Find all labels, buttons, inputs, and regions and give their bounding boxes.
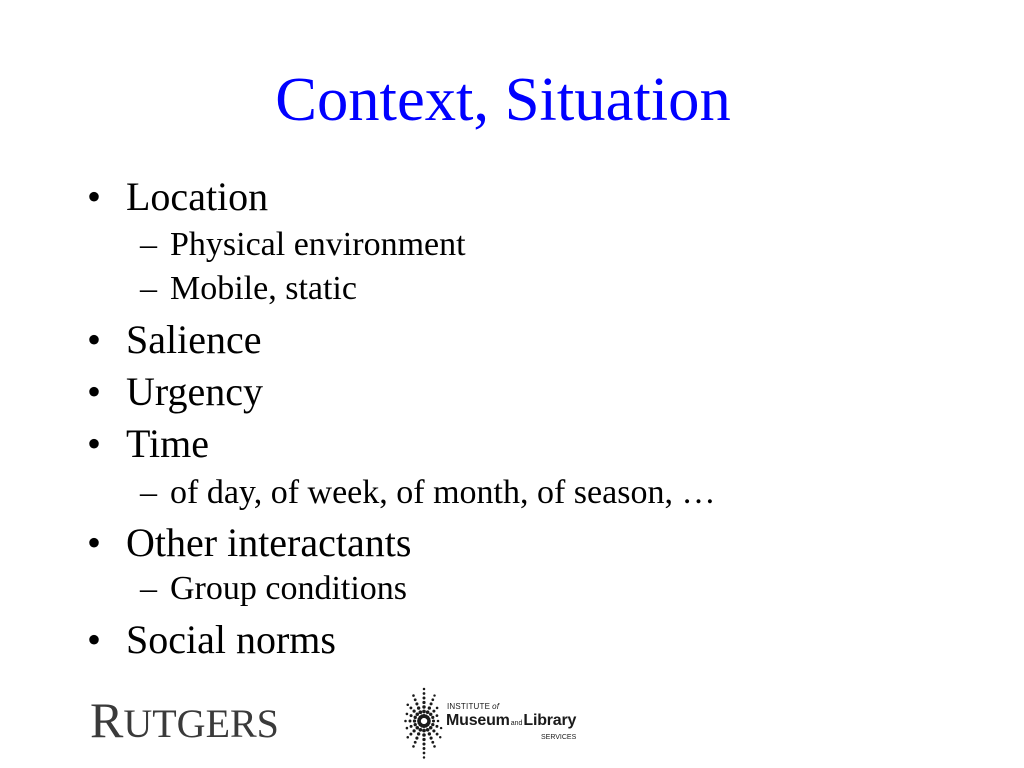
starburst-dot: [414, 741, 417, 744]
rutgers-logo-rest: UTGERS: [123, 701, 279, 746]
bullet-text: Location: [126, 174, 269, 219]
bullet-text: Urgency: [126, 369, 263, 414]
starburst-dot: [406, 736, 409, 739]
starburst-dot: [414, 698, 417, 701]
sub-bullet-marker: –: [140, 270, 157, 307]
sub-bullet-text: Mobile, static: [170, 270, 357, 307]
rutgers-logo: [90, 692, 279, 748]
starburst-dot: [409, 720, 412, 723]
starburst-dot: [433, 694, 435, 696]
bullet-item-location: [87, 174, 269, 219]
starburst-dot: [423, 756, 425, 758]
sub-bullet-text: Group conditions: [170, 570, 408, 607]
starburst-dot: [428, 706, 431, 709]
starburst-dot: [406, 727, 409, 730]
starburst-dot: [409, 706, 412, 709]
starburst-dot: [419, 710, 423, 714]
starburst-dot: [432, 729, 435, 732]
starburst-dot: [423, 747, 426, 750]
starburst-dot: [430, 702, 433, 705]
starburst-dot: [428, 732, 431, 735]
starburst-dot: [432, 719, 435, 722]
imls-museum-text: Museum: [446, 712, 510, 729]
starburst-dot: [412, 745, 415, 748]
imls-logo: [400, 683, 590, 763]
starburst-dot: [417, 706, 420, 709]
bullet-text: Other interactants: [126, 520, 412, 565]
sub-bullet-marker: –: [140, 570, 157, 607]
slide-title: Context, Situation: [275, 64, 731, 134]
imls-institute-line: [447, 703, 499, 711]
starburst-dot: [432, 710, 435, 713]
starburst-dot: [429, 713, 432, 716]
starburst-dot: [436, 733, 439, 736]
starburst-dot: [406, 713, 409, 716]
starburst-dot: [439, 736, 441, 738]
starburst-dot: [433, 745, 436, 748]
starburst-dot: [413, 729, 416, 732]
starburst-dot: [426, 728, 430, 732]
starburst-dot: [422, 705, 425, 708]
bullet-marker: •: [87, 174, 102, 219]
starburst-dot: [413, 719, 416, 722]
starburst-dot: [431, 698, 434, 701]
starburst-dot: [410, 714, 413, 717]
starburst-dot: [431, 716, 434, 719]
starburst-dot: [431, 723, 434, 726]
bullet-item-urgency: [87, 369, 263, 414]
starburst-dot: [404, 720, 407, 723]
starburst-icon: [400, 683, 444, 762]
bullet-text: Social norms: [126, 617, 336, 662]
imls-and-text: and: [510, 720, 523, 727]
starburst-dot: [416, 713, 420, 717]
starburst-dot: [435, 725, 438, 728]
starburst-dot: [414, 723, 417, 726]
sub-bullet-text: Physical environment: [170, 226, 466, 263]
starburst-dot: [415, 702, 418, 705]
starburst-dot: [414, 716, 417, 719]
bullet-marker: •: [87, 520, 102, 565]
imls-services-text: SERVICES: [541, 734, 577, 741]
sub-bullet-text: of day, of week, of month, of season, …: [170, 474, 716, 511]
sub-bullet-item-time-periods: [140, 476, 715, 510]
starburst-dot: [422, 729, 426, 733]
bullet-marker: •: [87, 421, 102, 466]
starburst-dot: [406, 703, 409, 706]
starburst-dot: [422, 710, 426, 714]
starburst-dot: [412, 694, 415, 697]
starburst-dot: [429, 726, 432, 729]
starburst-dot: [423, 697, 426, 700]
bullet-marker: •: [87, 617, 102, 662]
bullet-marker: •: [87, 369, 102, 414]
bullet-text: Time: [126, 421, 210, 466]
sub-bullet-item-mobile-static: [140, 272, 357, 306]
imls-of-text: of: [492, 702, 500, 711]
starburst-dot: [422, 738, 425, 741]
starburst-dot: [427, 717, 431, 721]
starburst-dot: [422, 733, 426, 737]
starburst-dot: [409, 733, 412, 736]
starburst-dot: [423, 752, 426, 755]
starburst-dot: [410, 725, 413, 728]
starburst-dot: [431, 741, 434, 744]
bullet-item-salience: [87, 317, 262, 362]
starburst-dot: [430, 737, 433, 740]
bullet-item-time: [87, 421, 210, 466]
starburst-dot: [437, 720, 440, 723]
starburst-dot: [419, 728, 423, 732]
starburst-dot: [415, 737, 418, 740]
starburst-dot: [413, 710, 416, 713]
starburst-dot: [426, 710, 430, 714]
starburst-dot: [416, 726, 420, 730]
starburst-dot: [422, 701, 425, 704]
imls-library-text: Library: [523, 712, 577, 729]
starburst-dot: [436, 714, 439, 717]
bullet-item-other-interactants: [87, 520, 412, 565]
sub-bullet-marker: –: [140, 474, 157, 511]
starburst-dot: [422, 742, 425, 745]
imls-name-line: [446, 713, 576, 729]
bullet-text: Salience: [126, 317, 262, 362]
imls-institute-text: INSTITUTE: [447, 702, 491, 711]
sub-bullet-item-group-conditions: [140, 572, 407, 606]
starburst-dot: [436, 707, 439, 710]
starburst-dot: [417, 732, 420, 735]
sub-bullet-item-physical-environment: [140, 228, 466, 262]
starburst-dot: [440, 727, 442, 729]
starburst-dot: [423, 688, 426, 691]
rutgers-logo-initial: R: [90, 692, 124, 748]
sub-bullet-marker: –: [140, 226, 157, 263]
bullet-marker: •: [87, 317, 102, 362]
bullet-item-social-norms: [87, 617, 336, 662]
starburst-dot: [423, 692, 426, 695]
